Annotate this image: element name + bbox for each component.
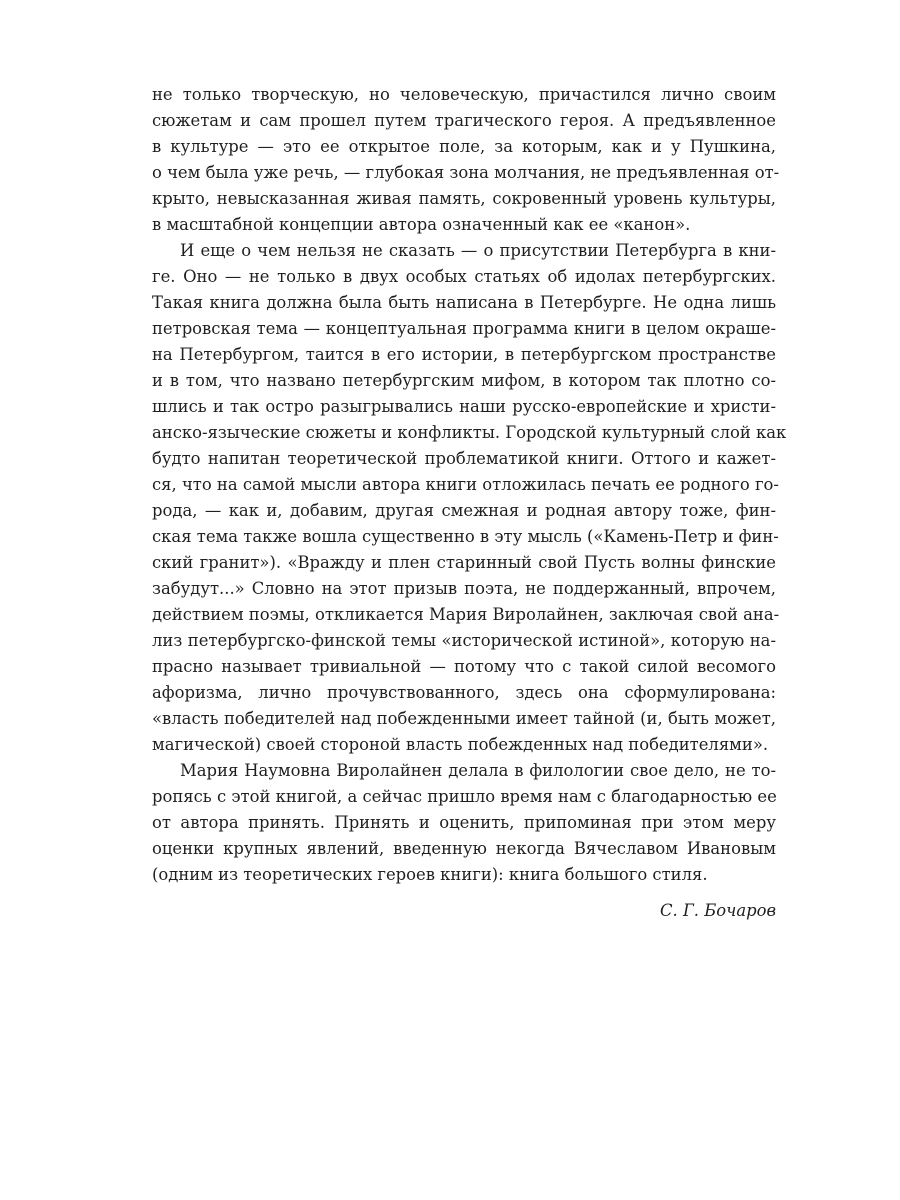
paragraph-2 — [152, 238, 787, 758]
text-line: прасно называет тривиальной — потому что с такой силой весомого — [152, 657, 776, 676]
text-line: ский гранит»). «Вражду и плен старинный свой Пусть волны финские — [152, 553, 776, 572]
paragraph-3 — [152, 758, 776, 888]
text-line: лиз петербургско-финской темы «исторической истиной», которую на- — [152, 631, 776, 650]
text-line: не только творческую, но человеческую, причастился лично своим — [152, 85, 776, 104]
author-signature: С. Г. Бочаров — [659, 901, 776, 920]
text-line: И еще о чем нельзя не сказать — о присутствии Петербурга в кни- — [180, 241, 776, 260]
text-line: «власть победителей над побежденными имеет тайной (и, быть может, — [152, 709, 776, 728]
text-line: Мария Наумовна Виролайнен делала в филологии свое дело, не то- — [180, 761, 776, 780]
text-line: петровская тема — концептуальная программа книги в целом окраше- — [152, 319, 776, 338]
text-line: шлись и так остро разыгрывались наши русско-европейские и христи- — [152, 397, 776, 416]
text-line: магической) своей стороной власть побежденных над победителями». — [152, 735, 769, 754]
text-line: (одним из теоретических героев книги): книга большого стиля. — [152, 865, 708, 884]
text-line: сюжетам и сам прошел путем трагического героя. А предъявленное — [152, 111, 776, 130]
text-line: и в том, что названо петербургским мифом, в котором так плотно со- — [152, 371, 776, 390]
text-line: действием поэмы, откликается Мария Виролайнен, заключая свой ана- — [152, 605, 780, 624]
text-line: рода, — как и, добавим, другая смежная и родная автору тоже, фин- — [152, 501, 776, 520]
text-line: в масштабной концепции автора означенный как ее «канон». — [152, 215, 691, 234]
text-line: ся, что на самой мысли автора книги отложилась печать ее родного го- — [152, 475, 779, 494]
text-line: афоризма, лично прочувствованного, здесь она сформулирована: — [152, 683, 776, 702]
text-line: анско-языческие сюжеты и конфликты. Городской культурный слой как — [152, 423, 787, 442]
text-line: в культуре — это ее открытое поле, за которым, как и у Пушкина, — [152, 137, 776, 156]
text-line: ге. Оно — не только в двух особых статьях об идолах петербургских. — [152, 267, 776, 286]
text-line: забудут...» Словно на этот призыв поэта, не поддержанный, впрочем, — [152, 579, 776, 598]
paragraph-1 — [152, 82, 780, 238]
text-line: будто напитан теоретической проблематикой книги. Оттого и кажет- — [152, 449, 776, 468]
text-line: на Петербургом, таится в его истории, в петербургском пространстве — [152, 345, 776, 364]
text-line: крыто, невысказанная живая память, сокровенный уровень культуры, — [152, 189, 776, 208]
text-line: ская тема также вошла существенно в эту мысль («Камень-Петр и фин- — [152, 527, 779, 546]
body-text — [152, 82, 787, 924]
text-line: от автора принять. Принять и оценить, припоминая при этом меру — [152, 813, 776, 832]
text-line: Такая книга должна была быть написана в Петербурге. Не одна лишь — [152, 293, 776, 312]
text-line: ропясь с этой книгой, а сейчас пришло время нам с благодарностью ее — [152, 787, 777, 806]
text-line: оценки крупных явлений, введенную некогда Вячеславом Ивановым — [152, 839, 776, 858]
text-line: о чем была уже речь, — глубокая зона молчания, не предъявленная от- — [152, 163, 780, 182]
